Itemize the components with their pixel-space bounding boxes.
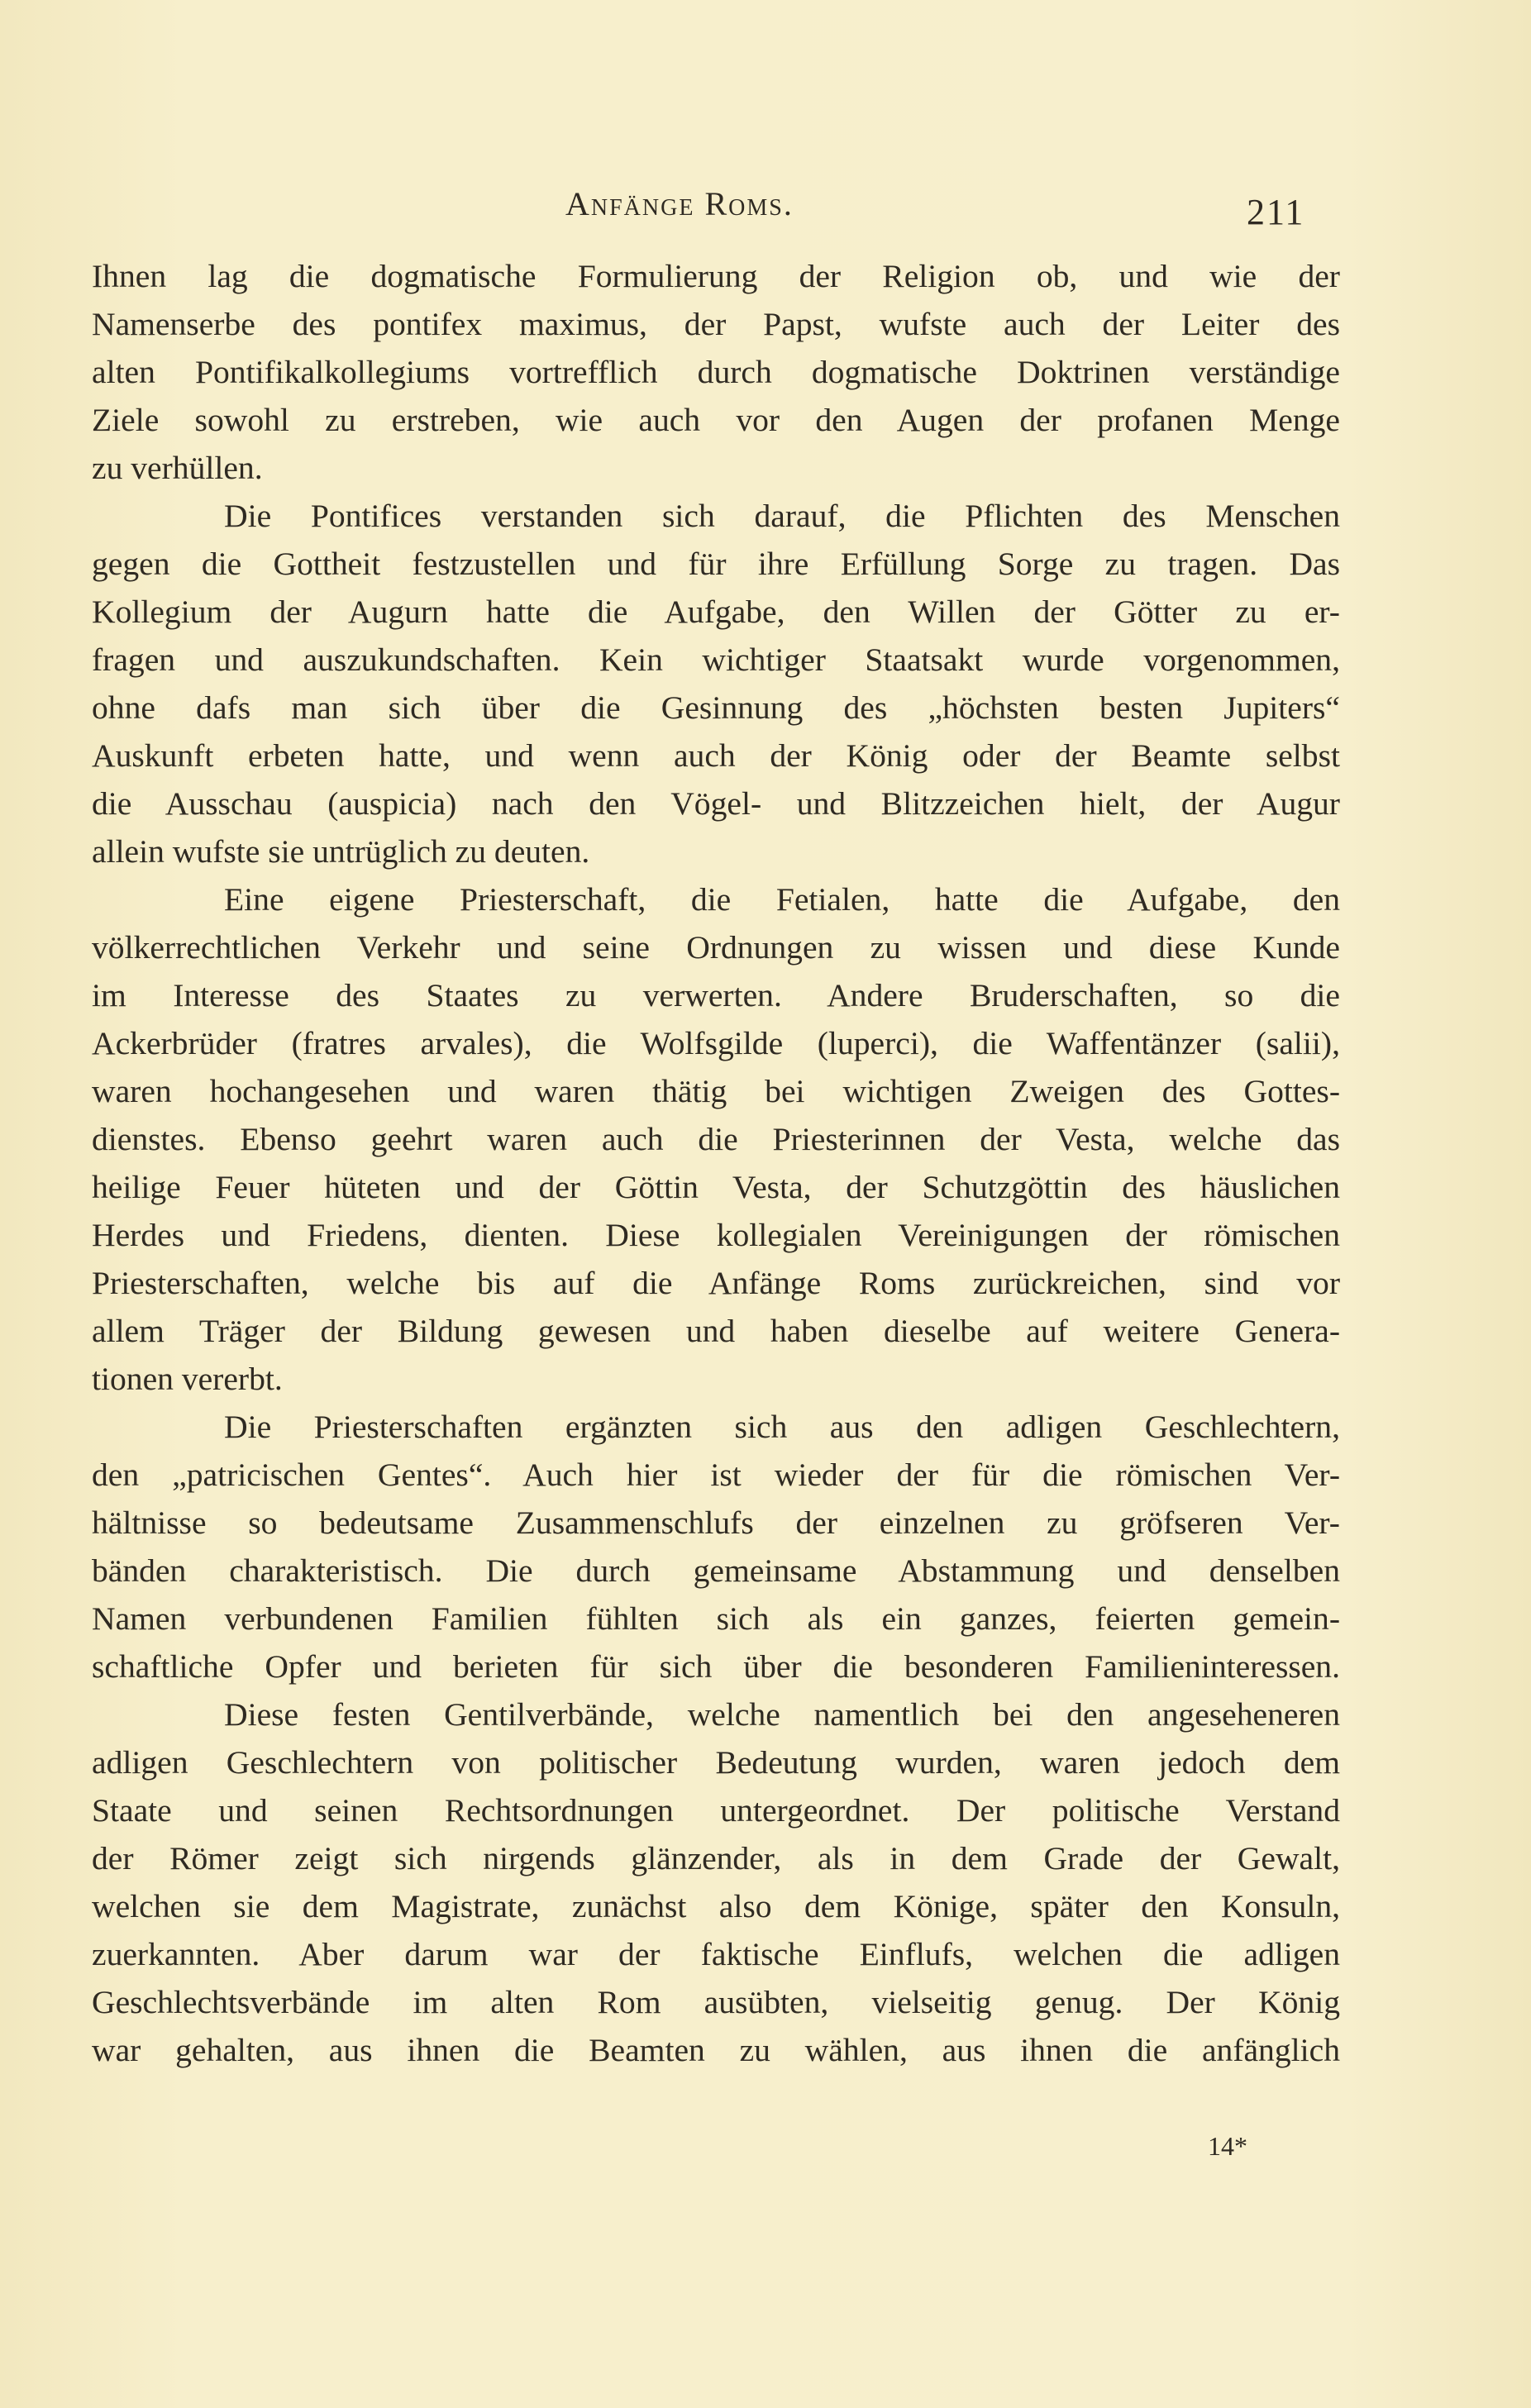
text-line: gegen die Gottheit festzustellen und für ihre Erfüllung Sorge zu tragen. Das	[92, 546, 1340, 582]
text-line: zuerkannten. Aber darum war der faktische Einflufs, welchen die adligen	[92, 1936, 1340, 1972]
text-line: bänden charakteristisch. Die durch gemeinsame Abstammung und denselben	[92, 1552, 1340, 1589]
text-line: war gehalten, aus ihnen die Beamten zu wählen, aus ihnen die anfänglich	[92, 2032, 1340, 2068]
text-line: der Römer zeigt sich nirgends glänzender, als in dem Grade der Gewalt,	[92, 1840, 1340, 1876]
text-line: Geschlechtsverbände im alten Rom ausübten, vielseitig genug. Der König	[92, 1984, 1340, 2020]
text-line: zu verhüllen.	[92, 450, 263, 486]
text-line: Ackerbrüder (fratres arvales), die Wolfsgilde (luperci), die Waffentänzer (salii),	[92, 1025, 1340, 1061]
chapter-title: Anfänge Roms.	[565, 185, 794, 222]
signature-mark: 14*	[1208, 2131, 1247, 2161]
text-line: alten Pontifikalkollegiums vortrefflich durch dogmatische Doktrinen verständige	[92, 354, 1340, 390]
text-line: im Interesse des Staates zu verwerten. Andere Bruderschaften, so die	[92, 977, 1340, 1013]
text-line: ohne dafs man sich über die Gesinnung des „höchsten besten Jupiters“	[92, 689, 1340, 726]
page-number: 211	[1247, 192, 1305, 232]
text-line: fragen und auszukundschaften. Kein wichtiger Staatsakt wurde vorgenommen,	[92, 641, 1340, 678]
text-line: allein wufste sie untrüglich zu deuten.	[92, 833, 590, 870]
text-line: Ziele sowohl zu erstreben, wie auch vor den Augen der profanen Menge	[92, 402, 1340, 438]
text-line: die Ausschau (auspicia) nach den Vögel- und Blitzzeichen hielt, der Augur	[92, 785, 1340, 822]
text-line: allem Träger der Bildung gewesen und haben dieselbe auf weitere Genera-	[92, 1313, 1340, 1349]
text-line: Namen verbundenen Familien fühlten sich als ein ganzes, feierten gemein-	[92, 1600, 1340, 1637]
text-line: den „patricischen Gentes“. Auch hier ist wieder der für die römischen Ver-	[92, 1457, 1340, 1493]
text-line: Herdes und Friedens, dienten. Diese kollegialen Vereinigungen der römischen	[92, 1217, 1340, 1253]
text-line: schaftliche Opfer und berieten für sich über die besonderen Familieninteressen.	[92, 1648, 1340, 1685]
text-line: welchen sie dem Magistrate, zunächst also dem Könige, später den Konsuln,	[92, 1888, 1340, 1924]
text-line: völkerrechtlichen Verkehr und seine Ordnungen zu wissen und diese Kunde	[92, 929, 1340, 966]
text-line: waren hochangesehen und waren thätig bei wichtigen Zweigen des Gottes-	[92, 1073, 1340, 1109]
text-line: Auskunft erbeten hatte, und wenn auch der König oder der Beamte selbst	[92, 737, 1340, 774]
paragraph-start-line: Eine eigene Priesterschaft, die Fetialen, hatte die Aufgabe, den	[224, 881, 1340, 918]
text-line: Kollegium der Augurn hatte die Aufgabe, den Willen der Götter zu er-	[92, 594, 1340, 630]
text-line: hältnisse so bedeutsame Zusammenschlufs der einzelnen zu gröfseren Ver-	[92, 1504, 1340, 1541]
body-text	[92, 252, 1340, 2074]
paragraph-start-line: Die Priesterschaften ergänzten sich aus den adligen Geschlechtern,	[224, 1409, 1340, 1445]
text-line: tionen vererbt.	[92, 1361, 283, 1397]
paragraph-start-line: Diese festen Gentilverbände, welche namentlich bei den angeseheneren	[224, 1696, 1340, 1733]
text-line: Ihnen lag die dogmatische Formulierung der Religion ob, und wie der	[92, 258, 1340, 294]
text-line: dienstes. Ebenso geehrt waren auch die Priesterinnen der Vesta, welche das	[92, 1121, 1340, 1157]
text-line: Priesterschaften, welche bis auf die Anfänge Roms zurückreichen, sind vor	[92, 1265, 1340, 1301]
text-line: Staate und seinen Rechtsordnungen untergeordnet. Der politische Verstand	[92, 1792, 1340, 1829]
text-line: Namenserbe des pontifex maximus, der Papst, wufste auch der Leiter des	[92, 306, 1340, 342]
text-line: heilige Feuer hüteten und der Göttin Vesta, der Schutzgöttin des häuslichen	[92, 1169, 1340, 1205]
text-line: adligen Geschlechtern von politischer Bedeutung wurden, waren jedoch dem	[92, 1744, 1340, 1781]
paragraph-start-line: Die Pontifices verstanden sich darauf, die Pflichten des Menschen	[224, 498, 1340, 534]
